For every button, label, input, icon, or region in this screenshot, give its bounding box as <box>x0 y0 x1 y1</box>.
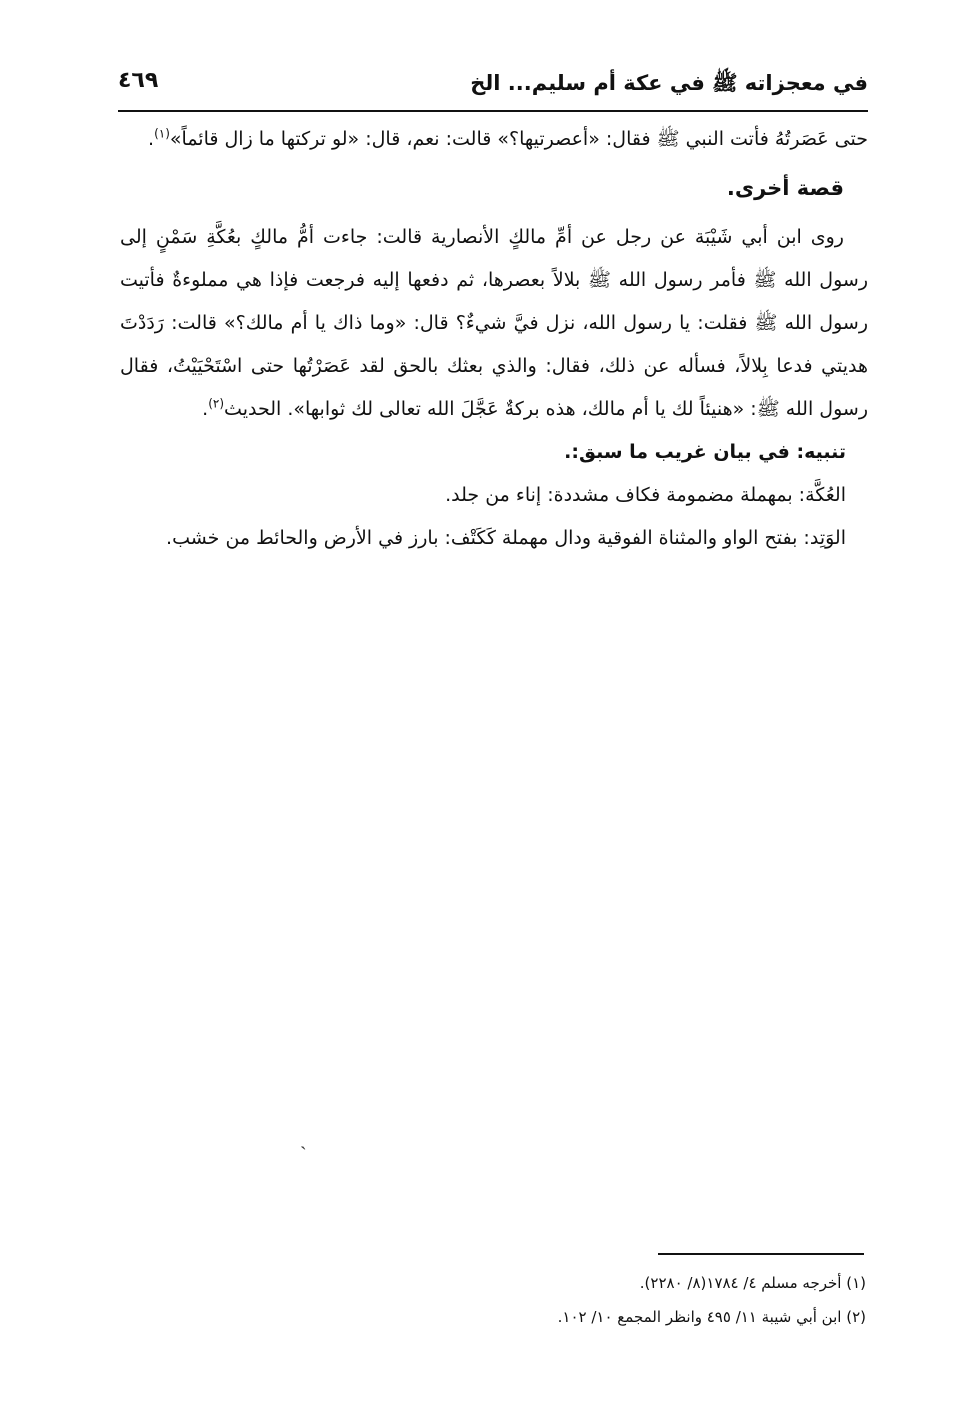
paragraph-2-text: روى ابن أبي شَيْبَة عن رجل عن أمِّ مالكٍ الأنصارية قالت: جاءت أمُّ مالكٍ بعُكَّةِ سَمْنٍ إلى رسول الله ﷺ فأمر رسول الله ﷺ بلالاً بعصرها، ثم دفعها إليه فرجعت فإذا هي مملوءةٌ فأتيت رسول الله ﷺ فقلت: يا رسول الله، نزل فيَّ شيءٌ؟ قال: «وما ذاك يا أم مالك؟» قالت: رَدَدْتَ هديتي فدعا بِلالاً، فسأله عن ذلك، فقال: والذي بعثك بالحق لقد عَصَرْتُها حتى اسْتَحْيَيْتُ، فقال رسول الله ﷺ: «هنيئاً لك يا أم مالك، هذه بركةٌ عَجَّلَ الله تعالى لك ثوابها». الحديث <box>120 226 868 420</box>
stray-ink-mark: ˎ <box>300 1126 307 1150</box>
gloss-1 <box>120 474 868 517</box>
notice-label: تنبيه: في بيان غريب ما سبق:. <box>564 441 846 463</box>
paragraph-1 <box>120 118 868 161</box>
gloss-1-text: : بمهملة مضمومة فكاف مشددة: إناء من جلد. <box>445 484 806 506</box>
main-text <box>120 118 868 560</box>
running-title: في معجزاته ﷺ في عكة أم سليم... الخ <box>470 71 868 95</box>
page-header <box>118 58 868 108</box>
paragraph-1-text: حتى عَصَرتُهُ فأتت النبي ﷺ فقال: «أعصرتيها؟» قالت: نعم، قال: «لو تركتها ما زال قائماً» <box>169 128 868 150</box>
footnote-divider <box>658 1253 864 1255</box>
footnote-ref-2: (٢) <box>208 396 225 411</box>
header-divider <box>118 110 868 112</box>
gloss-2-text: : بفتح الواو والمثناة الفوقية ودال مهملة كَكَتْف: بارز في الأرض والحائط من خشب. <box>166 527 810 549</box>
footnotes <box>200 1266 866 1334</box>
footnote-ref-1: (١) <box>154 126 170 141</box>
gloss-2-term: الوَتِد <box>809 527 846 549</box>
footnote-2: (٢) ابن أبي شيبة ١١/ ٤٩٥ وانظر المجمع ١٠/ ١٠٢. <box>557 1308 866 1326</box>
gloss-2 <box>120 517 868 560</box>
page-number: ٤٦٩ <box>118 68 159 93</box>
gloss-1-term: العُكَّة <box>805 484 846 506</box>
paragraph-1-end: . <box>148 128 155 150</box>
section-heading: قصة أخرى. <box>726 176 844 200</box>
paragraph-2 <box>120 216 868 431</box>
footnote-1: (١) أخرجه مسلم ٤/ ١٧٨٤(٨/ ٢٢٨٠). <box>639 1274 866 1292</box>
paragraph-2-end: . <box>202 398 209 420</box>
notice-heading <box>120 431 868 474</box>
